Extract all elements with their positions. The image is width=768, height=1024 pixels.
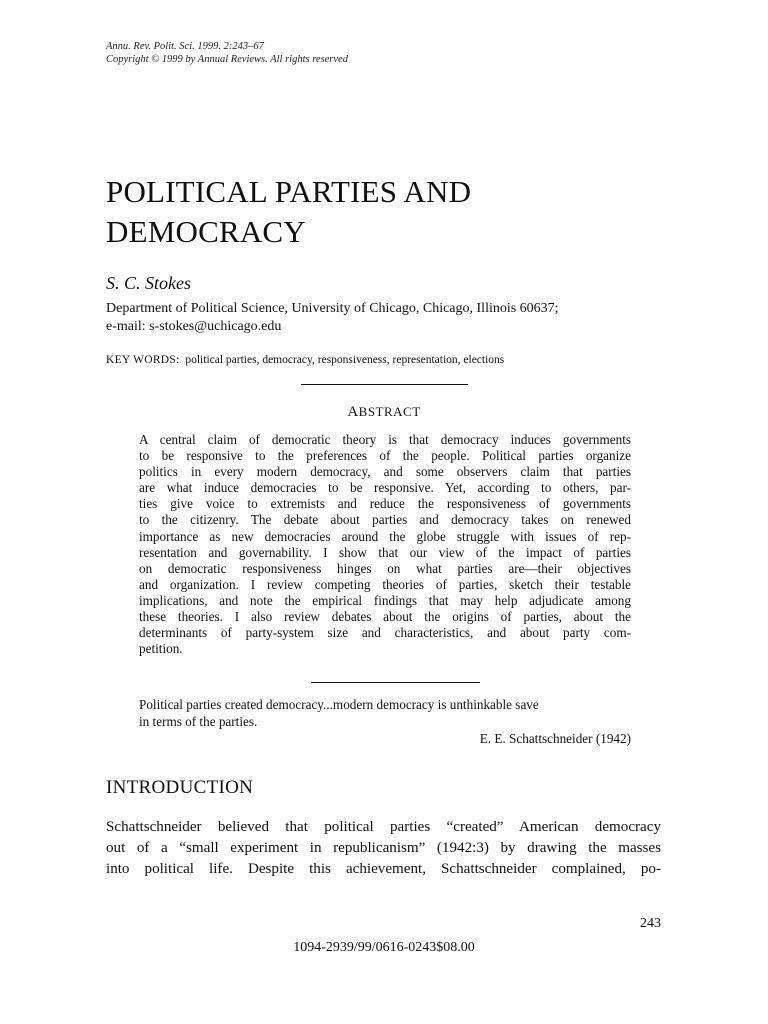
copyright-notice: Copyright © 1999 by Annual Reviews. All rights reserved xyxy=(106,54,348,65)
abstract-line: implications, and note the empirical findings that may help adjudicate among xyxy=(139,592,631,608)
epigraph-line: Political parties created democracy...modern democracy is unthinkable save xyxy=(139,697,539,712)
abstract-heading-cap: A xyxy=(347,404,359,420)
abstract-line: on democratic responsiveness hinges on what parties are—their objectives xyxy=(139,560,631,576)
keywords-list: political parties, democracy, responsiveness, representation, elections xyxy=(185,354,505,366)
author-affiliation xyxy=(106,300,676,336)
epigraph xyxy=(139,696,631,747)
abstract-heading xyxy=(0,404,768,421)
keywords-label: KEY WORDS: xyxy=(106,354,180,366)
abstract-line: these theories. I also review debates about the origins of parties, about the xyxy=(139,609,631,625)
epigraph-attribution: E. E. Schattschneider (1942) xyxy=(479,731,631,746)
divider-rule xyxy=(301,384,468,385)
author-name: S. C. Stokes xyxy=(106,273,191,293)
abstract-line: politics in every modern democracy, and some observers claim that parties xyxy=(139,464,631,480)
abstract-line: to be responsive to the preferences of the people. Political parties organize xyxy=(139,448,631,464)
journal-reference xyxy=(106,40,348,66)
abstract-line: importance as new democracies around the globe struggle with issues of rep- xyxy=(139,528,631,544)
abstract-line: resentation and governability. I show that our view of the impact of parties xyxy=(139,544,631,560)
epigraph-line: in terms of the parties. xyxy=(139,714,258,729)
page-number: 243 xyxy=(640,916,661,931)
journal-citation: Annu. Rev. Polit. Sci. 1999. 2:243–67 xyxy=(106,41,264,52)
affiliation-email: e-mail: s-stokes@uchicago.edu xyxy=(106,319,282,334)
paragraph-line: Schattschneider believed that political parties “created” American democracy xyxy=(106,819,661,835)
paragraph-line: out of a “small experiment in republicanism” (1942:3) by drawing the masses xyxy=(106,840,661,856)
abstract-line: ties give voice to extremists and reduce the responsiveness of governments xyxy=(139,496,631,512)
title-line: POLITICAL PARTIES AND xyxy=(106,174,472,209)
title-line: DEMOCRACY xyxy=(106,214,306,249)
paragraph-line: into political life. Despite this achievement, Schattschneider complained, po- xyxy=(106,861,661,877)
introduction-paragraph xyxy=(106,817,661,880)
abstract-line: are what induce democracies to be responsive. Yet, according to others, par- xyxy=(139,480,631,496)
divider-rule xyxy=(311,682,480,683)
abstract-heading-rest: BSTRACT xyxy=(358,404,421,419)
article-title xyxy=(106,172,666,252)
affiliation-line: Department of Political Science, University of Chicago, Chicago, Illinois 60637; xyxy=(106,301,559,316)
section-heading-introduction: INTRODUCTION xyxy=(106,777,254,798)
abstract-body xyxy=(139,432,631,657)
abstract-line: petition. xyxy=(139,641,183,657)
article-code: 1094-2939/99/0616-0243$08.00 xyxy=(293,940,475,955)
keywords xyxy=(106,354,504,366)
abstract-line: and organization. I review competing theories of parties, sketch their testable xyxy=(139,576,631,592)
abstract-line: determinants of party-system size and characteristics, and about party com- xyxy=(139,625,631,641)
abstract-line: to the citizenry. The debate about parties and democracy takes on renewed xyxy=(139,512,631,528)
abstract-line: A central claim of democratic theory is that democracy induces governments xyxy=(139,432,631,447)
